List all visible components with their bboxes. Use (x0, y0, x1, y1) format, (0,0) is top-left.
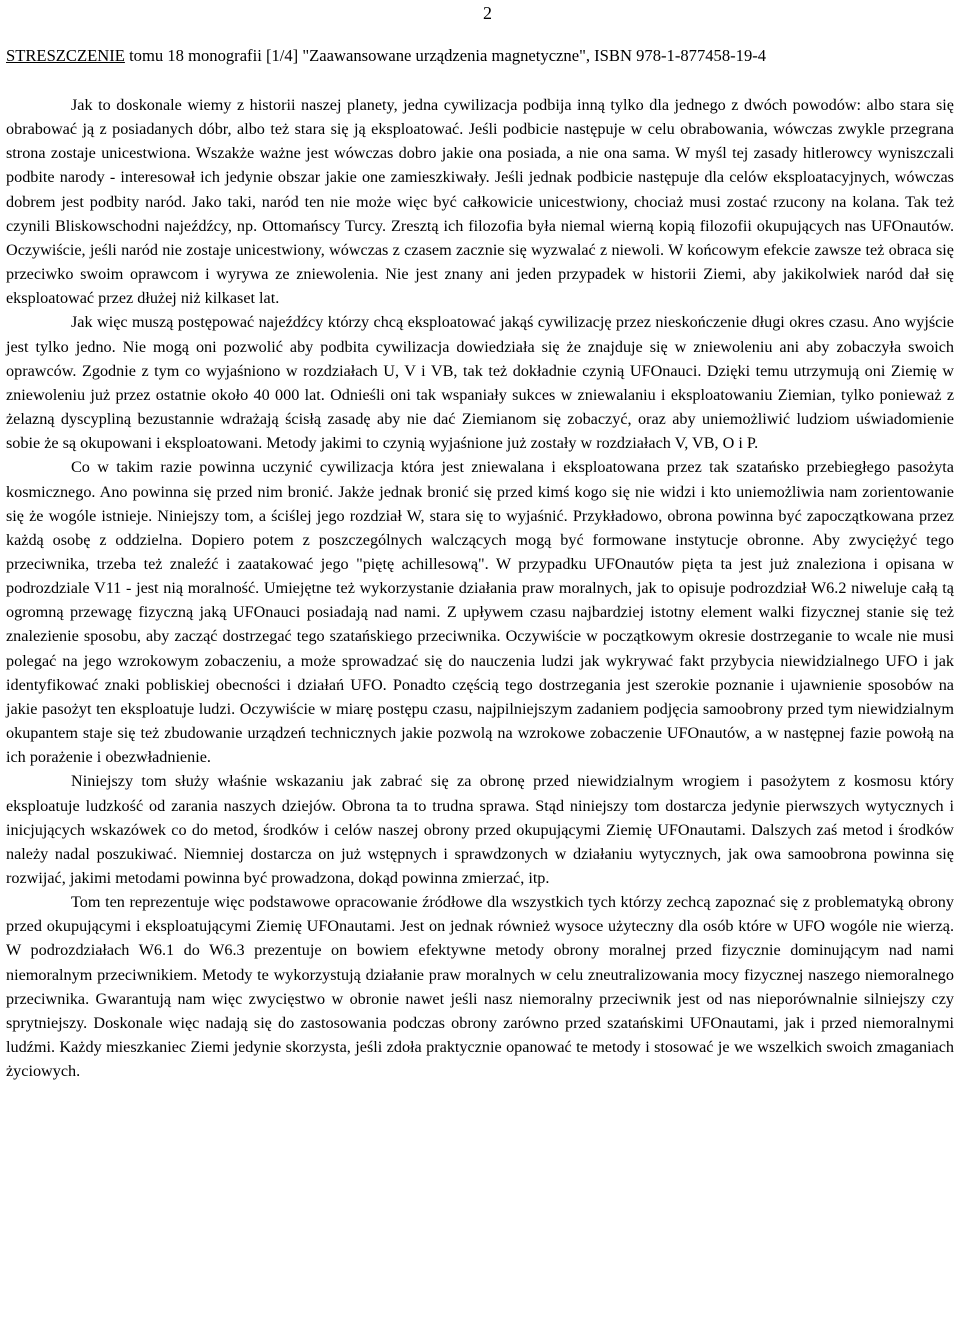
paragraph-3: Co w takim razie powinna uczynić cywilizacja która jest zniewalana i eksploatowana przez tak szatańsko przebiegłego pasożyta kosmicznego. Ano powinna się przed nim bronić. Jakże jednak bronić się przed kimś kogo się nie widzi i kto uniemożliwia nam zorientowanie się że wogóle istnieje. Niniejszy tom, a ściślej jego rozdział W, stara się to wyjaśnić. Przykładowo, obrona powinna być zapoczątkowana przez każdą osobę z oddzielna. Dopiero potem z poszczególnych walczących mogą być formowane instytucje obronne. Aby zwyciężyć tego przeciwnika, trzeba też znaleźć i zaatakować jego "piętę achillesową". W przypadku UFOnautów pięta ta jest już znaleziona i opisana w podrozdziale V11 - jest nią moralność. Umiejętne też wykorzystanie działania praw moralnych, jak to opisuje podrozdział W6.2 niweluje całą tą ogromną przewagę fizyczną jaką UFOnauci posiadają nad nami. Z upływem czasu najbardziej istotny element walki fizycznej stanie się też znalezienie sposobu, aby zacząć dostrzegać tego szatańskiego przeciwnika. Oczywiście w początkowym okresie dostrzeganie to wcale nie musi polegać na jego wzrokowym zobaczeniu, a może sprowadzać się do nauczenia ludzi jak wykrywać fakt przybycia niewidzialnego UFO i jak identyfikować znaki pobliskiej obecności i działań UFO. Ponadto częścią tego dostrzegania jest szerokie poznanie i ujawnienie sposobów na jakie pasożyt ten eksploatuje ludzi. Oczywiście w miarę postępu czasu, najpilniejszym zadaniem podjęcia samoobrony przed tym niewidzialnym okupantem staje się też zbudowanie urządzeń technicznych jakie pozwolą na wzrokowe zobaczenie UFOnautów, a w następnej fazie powołą na ich porażenie i obezwładnienie. (6, 458, 954, 767)
document-header (6, 45, 954, 67)
paragraph-5: Tom ten reprezentuje więc podstawowe opracowanie źródłowe dla wszystkich tych którzy zechcą zapoznać się z problematyką obrony przed okupującymi i eksploatującymi Ziemię UFOnautami. Jest on jednak również wysoce użyteczny dla osób które w UFO wogóle nie wierzą. W podrozdziałach W6.1 do W6.3 prezentuje on bowiem efektywne metody obrony moralnej przed fizycznie dominującym nad nami niemoralnym przeciwnikiem. Metody te wykorzystują działanie praw moralnych w celu zneutralizowania mocy fizycznej naszego niemoralnego przeciwnika. Gwarantują nam więc zwycięstwo w obronie nawet jeśli nasz niemoralny przeciwnik jest od nas nieporównalnie silniejszy czy sprytniejszy. Doskonale więc nadają się do zastosowania podczas obrony zarówno przed szatańskimi UFOnautami, jak i przed niemoralnymi ludźmi. Każdy mieszkaniec Ziemi jedynie skorzysta, jeśli zdoła praktycznie opanować te metody i stosować je we wszelkich swoich zmaganiach życiowych. (6, 893, 954, 1081)
paragraph-4: Niniejszy tom służy właśnie wskazaniu jak zabrać się za obronę przed niewidzialnym wrogiem i pasożytem z kosmosu który eksploatuje ludzkość od zarania naszych dziejów. Obrona ta to trudna sprawa. Stąd niniejszy tom dostarcza jedynie pierwszych wytycznych i inicjujących wskazówek co do metod, środków i celów naszej obrony przed okupującymi Ziemię UFOnautami. Dalszych zaś metod i środków należy nadal poszukiwać. Niemniej dostarcza on już wstępnych i sprawdzonych w działaniu wytycznych, jak owa samoobrona powinna się rozwijać, jakimi metodami powinna być prowadzona, dokąd powinna zmierzać, itp. (6, 772, 954, 887)
document-body (6, 93, 954, 1083)
page-number: 2 (483, 3, 492, 23)
header-details: tomu 18 monografii [1/4] "Zaawansowane urządzenia magnetyczne", ISBN 978-1-877458-19-4 (124, 46, 767, 65)
paragraph-2: Jak więc muszą postępować najeźdźcy którzy chcą eksploatować jakąś cywilizację przez nieskończenie długi okres czasu. Ano wyjście jest tylko jedno. Nie mogą oni pozwolić aby podbita cywilizacja dowiedziała się że znajduje się w zniewoleniu ani aby zobaczyła swoich oprawców. Zgodnie z tym co wyjaśniono w rozdziałach U, V i VB, tak też dokładnie czynią UFOnauci. Dzięki temu utrzymują oni Ziemię w zniewoleniu już przez ostatnie około 40 000 lat. Odnieśli oni tak wspaniały sukces w zniewalaniu i eksploatowaniu Ziemian, tylko ponieważ z żelazną dyscypliną bezustannie wdrażają ścisłą zasadę aby nie dać Ziemianom się zobaczyć, oraz aby uniemożliwić ludziom uświadomienie sobie że są okupowani i eksploatowani. Metody jakimi to czynią wyjaśnione już zostały w rozdziałach V, VB, O i P. (6, 313, 954, 453)
header-title: STRESZCZENIE (6, 46, 125, 65)
paragraph-1: Jak to doskonale wiemy z historii naszej planety, jedna cywilizacja podbija inną tylko dla jednego z dwóch powodów: albo stara się obrabować ją z posiadanych dóbr, albo też stara się ją eksploatować. Jeśli podbicie następuje w celu obrabowania, wówczas zwykle przegrana strona zostaje unicestwiona. Wszakże ważne jest wówczas dobro jakie ona posiada, a nie ona sama. W myśl tej zasady hitlerowcy wyniszczali podbite narody - interesował ich jedynie obszar jakie one zamieszkiwały. Jeśli jednak podbicie następuje dla celów eksploatacyjnych, wówczas dobrem jest podbity naród. Jako taki, naród ten nie może więc być całkowicie unicestwiony, chociaż musi zostać rzucony na kolana. Tak też czynili Bliskowschodni najeźdźcy, np. Ottomańscy Turcy. Zresztą ich filozofia była niemal wierną kopią filozofii okupujących nas UFOnautów. Oczywiście, jeśli naród nie zostaje unicestwiony, wówczas z czasem zacznie się wyzwalać z niewoli. W końcowym efekcie zawsze też obraca się przeciwko swoim oprawcom i wyrywa ze zniewolenia. Nie jest znany ani jeden przypadek w historii Ziemi, aby jakikolwiek naród dał się eksploatować przez dłużej niż kilkaset lat. (6, 96, 954, 308)
